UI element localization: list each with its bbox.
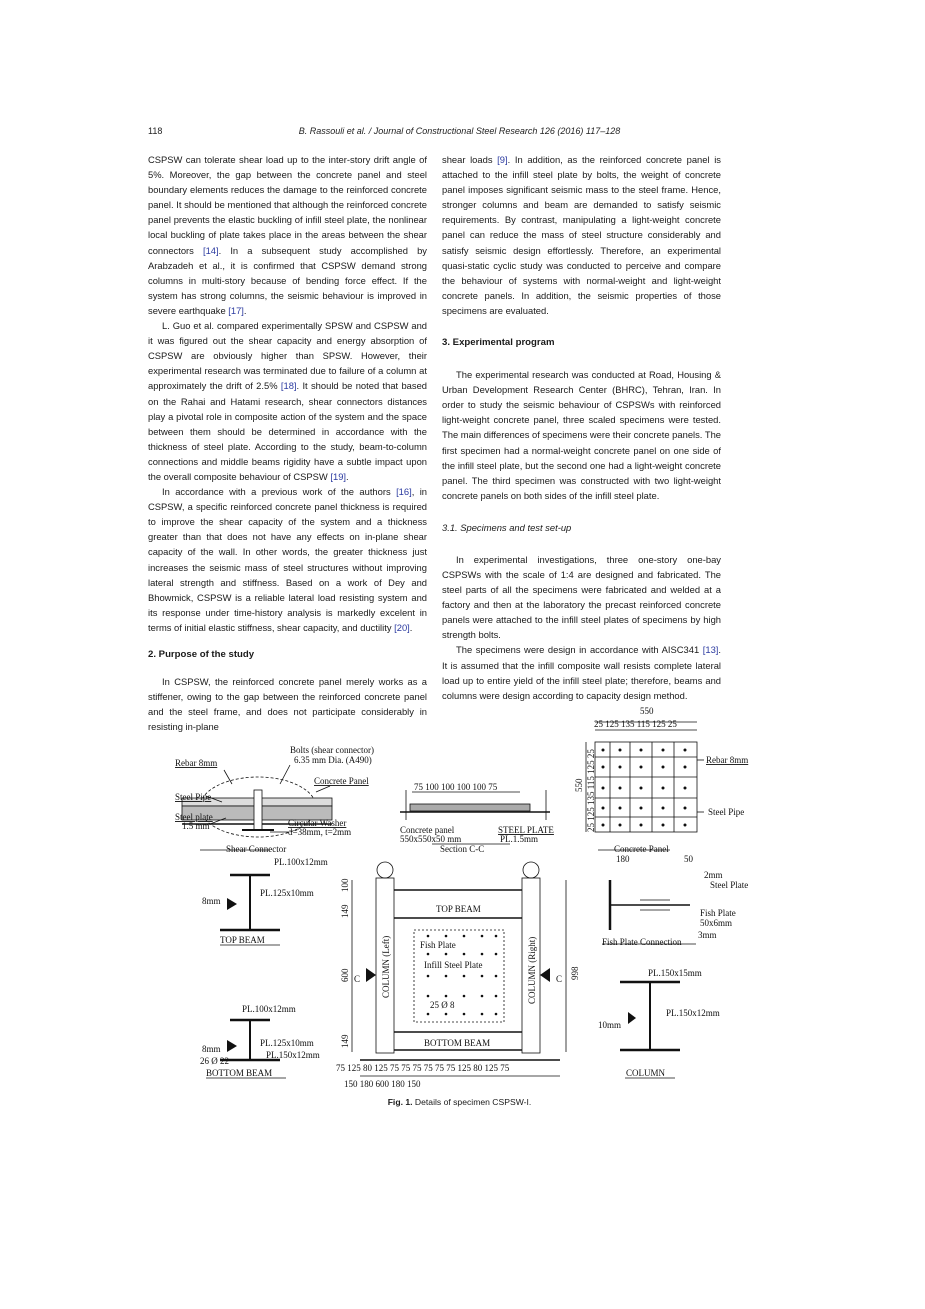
label-rebar: Rebar 8mm bbox=[175, 758, 218, 768]
label-fp-fish-size: 50x6mm bbox=[700, 918, 733, 928]
label-fp-180: 180 bbox=[616, 854, 630, 864]
label-bb-flange-top: PL.100x12mm bbox=[242, 1004, 296, 1014]
label-bottom-dims2: 150 180 600 180 150 bbox=[344, 1079, 421, 1088]
label-column-right: COLUMN (Right) bbox=[527, 936, 537, 1004]
figure-caption bbox=[148, 1097, 771, 1107]
label-fp-weld: 3mm bbox=[698, 930, 717, 940]
label-fp-50: 50 bbox=[684, 854, 693, 864]
label-bottom-dims1: 75 125 80 125 75 75 75 75 75 75 125 80 125 75 bbox=[336, 1063, 510, 1073]
title-shear-connector: Shear Connector bbox=[226, 844, 287, 854]
caption-label: Fig. 1. bbox=[387, 1097, 413, 1107]
label-bb-weld: 8mm bbox=[202, 1044, 221, 1054]
label-col-flange: PL.150x15mm bbox=[648, 968, 702, 978]
label-steel-plate-thickness: 1.5 mm bbox=[182, 821, 210, 831]
label-section-dims: 75 100 100 100 100 75 bbox=[414, 782, 498, 792]
label-fp-fish: Fish Plate bbox=[700, 908, 736, 918]
label-bb-web: PL.125x10mm bbox=[260, 1038, 314, 1048]
label-tb-weld: 8mm bbox=[202, 896, 221, 906]
label-frame-top-beam: TOP BEAM bbox=[436, 904, 481, 914]
label-steel-pipe: Steel Pipe bbox=[175, 792, 212, 802]
label-panel-height: 550 bbox=[574, 778, 584, 792]
right-column bbox=[442, 152, 721, 703]
citation-link[interactable]: [19] bbox=[330, 470, 347, 482]
label-concrete-size: 550x550x50 mm bbox=[400, 834, 462, 844]
section-heading: 2. Purpose of the study bbox=[148, 649, 255, 660]
label-dim-100: 100 bbox=[340, 878, 350, 892]
label-fp-2mm: 2mm bbox=[704, 870, 723, 880]
label-washer: Circular Washer bbox=[288, 818, 347, 828]
label-washer-spec: d=38mm, t=2mm bbox=[288, 827, 352, 837]
paragraph: CSPSW can tolerate shear load up to the inter-story drift angle of 5%. Moreover, the gap between the concrete panel and steel boundary elements reduces the damage to the reinforced concrete panel. It should be mentioned that although the reinforced concrete panel prevents the elastic buckling of infill steel plate, the nonlinear local buckling of plate takes place in the areas between the shear connectors [14]. In a subsequent study accomplished by Arabzadeh et al., it is confirmed that CSPSW demand strong columns in multi-story because of bending force effect. If the system has strong columns, the seismic behaviour is improved in severe earthquake [17]. bbox=[148, 154, 427, 316]
paragraph: In CSPSW, the reinforced concrete panel merely works as a stiffener, owing to the gap between the reinforced concrete panel and the steel frame, and does not participate considerably in resisting in-plane bbox=[148, 676, 427, 733]
journal-citation: B. Rassouli et al. / Journal of Constructional Steel Research 126 (2016) 117–128 bbox=[298, 126, 621, 136]
figure-specimen-details bbox=[170, 700, 760, 1088]
page-number: 118 bbox=[148, 126, 163, 136]
label-col-weld: 10mm bbox=[598, 1020, 622, 1030]
paragraph: In accordance with a previous work of the authors [16], in CSPSW, a specific reinforced concrete panel thickness is required to improve the shear capacity of the system and a thickness greater than that does not have any effects on in-plane shear capacity of the wall. In other words, the greater thickness just increases the seismic mass of steel structures without improving lateral strength and stiffness. Based on a work of Dey and Bhowmick, CSPSW is a reliable lateral load resisting system and its response under time-history analysis is markedly excelent in terms of initial elastic stiffness, shear capacity, and ductility [20]. bbox=[148, 486, 427, 633]
label-concrete: Concrete panel bbox=[400, 825, 455, 835]
label-tb-web: PL.125x10mm bbox=[260, 888, 314, 898]
label-infill-bolts: 25 Ø 8 bbox=[430, 1000, 455, 1010]
label-dim-149b: 149 bbox=[340, 1034, 350, 1048]
label-bolts-spec: 6.35 mm Dia. (A490) bbox=[294, 755, 372, 765]
title-section-cc: Section C-C bbox=[440, 844, 485, 854]
label-fish-plate: Fish Plate bbox=[420, 940, 456, 950]
citation-link[interactable]: [14] bbox=[202, 244, 219, 256]
title-top-beam: TOP BEAM bbox=[220, 935, 265, 945]
label-col-web: PL.150x12mm bbox=[666, 1008, 720, 1018]
label-panel-spacing: 25 125 135 115 125 25 bbox=[594, 719, 677, 729]
citation-link[interactable]: [16] bbox=[396, 486, 412, 498]
citation-link[interactable]: [13] bbox=[702, 644, 719, 656]
title-concrete-panel: Concrete Panel bbox=[614, 844, 669, 854]
title-bottom-beam: BOTTOM BEAM bbox=[206, 1068, 273, 1078]
paragraph: The experimental research was conducted at Road, Housing & Urban Development Research Center (BHRC), Tehran, Iran. In order to study the seismic behaviour of CSPSWs with reinforced light-weight concrete panel, three scaled specimens were tested. The main differences of specimens were their concrete panels. The first specimen had a normal-weight concrete panel on one side of the infill steel plate, but the second one had a light-weight concrete panel. The third specimen was constructed with two light-weight concrete panels on both sides of the infill steel plate. bbox=[442, 369, 721, 501]
citation-link[interactable]: [20] bbox=[394, 621, 410, 633]
citation-link[interactable]: [17] bbox=[228, 304, 244, 316]
citation-link[interactable]: [18] bbox=[280, 380, 297, 392]
caption-text: Details of specimen CSPSW-I. bbox=[412, 1097, 532, 1107]
paragraph: The specimens were design in accordance with AISC341 [13]. It is assumed that the infill composite wall resists complete lateral load up to entire yield of the infill steel plate; therefore, beams and columns were design according to capacity design method. bbox=[442, 644, 721, 701]
label-section-steel-plate: STEEL PLATE bbox=[498, 825, 554, 835]
paragraph: In experimental investigations, three one-story one-bay CSPSWs with the scale of 1:4 are designed and fabricated. The steel parts of all the specimens were fabricated and welded at a factory and then at the laboratory the precast reinforced concrete panels were attached to the infill steel plates of specimens by high strength bolts. bbox=[442, 553, 721, 641]
citation-link[interactable]: [9] bbox=[497, 154, 508, 165]
label-panel-width: 550 bbox=[640, 706, 654, 716]
label-tb-flange: PL.100x12mm bbox=[274, 857, 328, 867]
label-section-steel-t: PL.1.5mm bbox=[500, 834, 539, 844]
label-panel-pipe: Steel Pipe bbox=[708, 807, 745, 817]
subsection-heading: 3.1. Specimens and test set-up bbox=[442, 521, 572, 533]
label-frame-bottom-beam: BOTTOM BEAM bbox=[424, 1038, 491, 1048]
label-panel-vspacing: 25 125 135 115 125 25 bbox=[586, 749, 596, 832]
left-column bbox=[148, 152, 427, 734]
label-dim-149a: 149 bbox=[340, 904, 350, 918]
label-dim-998: 998 bbox=[570, 966, 580, 980]
title-column: COLUMN bbox=[626, 1068, 666, 1078]
paragraph: L. Guo et al. compared experimentally SPSW and CSPSW and it was figured out the shear capacity and energy absorption of CSPSW are obviously higher than SPSW. However, their experimental research was terminated due to failure of a column at approximately the drift of 2.5% [18]. It should be noted that based on the Rahai and Hatami research, shear connectors distances play a pivotal role in composite action of the system and the space between them should be determined in accordance with the thickness of steel plate. According to the study, beam-to-column connections and middle beams rigidity have a subtle impact upon the overall composite behaviour of CSPSW [19]. bbox=[148, 320, 428, 482]
label-concrete-panel: Concrete Panel bbox=[314, 776, 369, 786]
label-steel-plate: Steel plate bbox=[175, 812, 213, 822]
running-head bbox=[148, 126, 771, 140]
label-panel-rebar: Rebar 8mm bbox=[706, 755, 749, 765]
label-bb-holes: 26 Ø 22 bbox=[200, 1056, 229, 1066]
label-bb-flange-bot: PL.150x12mm bbox=[266, 1050, 320, 1060]
label-dim-600: 600 bbox=[340, 968, 350, 982]
label-column-left: COLUMN (Left) bbox=[381, 935, 391, 998]
technical-drawing bbox=[170, 700, 760, 1088]
label-bolts: Bolts (shear connector) bbox=[290, 745, 374, 755]
paragraph: shear loads [9]. In addition, as the reinforced concrete panel is attached to the infill steel plate by bolts, the weight of concrete panel imposes significant seismic mass to the steel frame. Hence, stronger columns and beam are demanded to satisfy seismic requirements. By contrast, manipulating a light-weight concrete panel can reduce the mass of steel structure considerably and satisfy seismic design effortlessly. Therefore, an experimental quasi-static cyclic study was conducted to perceive and compare the behaviour of systems with normal-weight and light-weight concrete panels. In addition, the seismic properties of those specimens are evaluated. bbox=[442, 154, 721, 316]
title-fish-plate-connection: Fish Plate Connection bbox=[602, 937, 682, 947]
section-heading: 3. Experimental program bbox=[442, 337, 555, 349]
label-cut-left: C bbox=[354, 974, 361, 984]
label-fp-steel-plate: Steel Plate bbox=[710, 880, 749, 890]
label-infill: Infill Steel Plate bbox=[424, 960, 483, 970]
label-cut-right: C bbox=[556, 974, 563, 984]
